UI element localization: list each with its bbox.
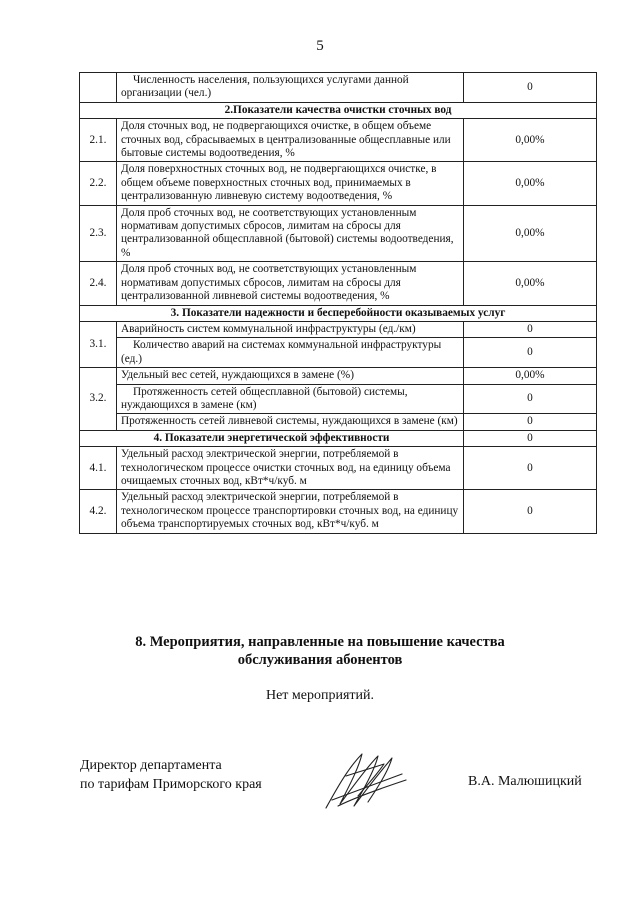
row-number: 2.2. [80, 162, 117, 205]
row-number: 2.1. [80, 119, 117, 162]
row-value: 0,00% [464, 119, 597, 162]
row-number: 3.1. [80, 321, 117, 367]
row-description: Протяженность сетей общесплавной (бытовой) системы, нуждающихся в замене (км) [117, 384, 464, 414]
table-row [80, 338, 597, 368]
section-header-quality [80, 102, 597, 118]
row-value: 0 [464, 73, 597, 103]
no-events-text: Нет мероприятий. [265, 688, 375, 703]
row-number: 2.3. [80, 205, 117, 262]
row-description: Протяженность сетей ливневой системы, нуждающихся в замене (км) [117, 414, 464, 430]
row-value: 0 [464, 321, 597, 337]
table-row [80, 490, 597, 533]
table-row [80, 262, 597, 305]
section-title-value: 0 [464, 430, 597, 446]
row-value: 0 [464, 414, 597, 430]
handwritten-signature [318, 746, 410, 816]
signer-position [80, 756, 262, 794]
row-description: Доля поверхностных сточных вод, не подвергающихся очистке, в общем объеме поверхностных сточных вод, принимаемых в централизованную ливневую систему водоотведения, % [117, 162, 464, 205]
row-description: Численность населения, пользующихся услугами данной организации (чел.) [117, 73, 464, 103]
row-value: 0,00% [464, 368, 597, 384]
section-8-heading [0, 633, 640, 669]
table-row [80, 162, 597, 205]
row-description: Удельный расход электрической энергии, потребляемой в технологическом процессе транспортировки сточных вод, на единицу объема транспортируемых сточных вод, кВт*ч/куб. м [117, 490, 464, 533]
row-value: 0,00% [464, 262, 597, 305]
signer-position-line2: по тарифам Приморского края [80, 777, 262, 792]
signer-position-line1: Директор департамента [80, 758, 222, 773]
row-description: Количество аварий на системах коммунальной инфраструктуры (ед.) [117, 338, 464, 368]
section-title: 4. Показатели энергетической эффективности [80, 430, 464, 446]
signer-name: В.А. Малюшицкий [468, 774, 582, 789]
indicators-table [79, 72, 597, 534]
section-8-heading-line1: 8. Мероприятия, направленные на повышение качества [135, 634, 505, 650]
row-description: Аварийность систем коммунальной инфраструктуры (ед./км) [117, 321, 464, 337]
table-row [80, 321, 597, 337]
table-row [80, 368, 597, 384]
row-value: 0,00% [464, 205, 597, 262]
row-value: 0,00% [464, 162, 597, 205]
table-row [80, 119, 597, 162]
row-description: Доля проб сточных вод, не соответствующих установленным нормативам допустимых сбросов, лимитам на сбросы для централизованной общесплавной (бытовой) системы водоотведения, % [117, 205, 464, 262]
table-row [80, 414, 597, 430]
table-row [80, 73, 597, 103]
row-number: 4.1. [80, 447, 117, 490]
section-title: 3. Показатели надежности и бесперебойности оказываемых услуг [80, 305, 597, 321]
page-number: 5 [316, 38, 324, 54]
row-number [80, 73, 117, 103]
table-row [80, 205, 597, 262]
row-number: 4.2. [80, 490, 117, 533]
row-value: 0 [464, 447, 597, 490]
row-value: 0 [464, 490, 597, 533]
row-number: 3.2. [80, 368, 117, 431]
section-header-energy [80, 430, 597, 446]
row-number: 2.4. [80, 262, 117, 305]
row-description: Удельный вес сетей, нуждающихся в замене (%) [117, 368, 464, 384]
section-8-heading-line2: обслуживания абонентов [237, 652, 403, 668]
row-description: Доля сточных вод, не подвергающихся очистке, в общем объеме сточных вод, сбрасываемых в централизованные общесплавные или бытовые системы водоотведения, % [117, 119, 464, 162]
row-value: 0 [464, 338, 597, 368]
table-row [80, 384, 597, 414]
row-description: Удельный расход электрической энергии, потребляемой в технологическом процессе очистки сточных вод, на единицу объема очищаемых сточных вод, кВт*ч/куб. м [117, 447, 464, 490]
section-header-reliability [80, 305, 597, 321]
row-value: 0 [464, 384, 597, 414]
section-title: 2.Показатели качества очистки сточных вод [80, 102, 597, 118]
row-description: Доля проб сточных вод, не соответствующих установленным нормативам допустимых сбросов, лимитам на сбросы для централизованной ливневой системы водоотведения, % [117, 262, 464, 305]
table-row [80, 447, 597, 490]
